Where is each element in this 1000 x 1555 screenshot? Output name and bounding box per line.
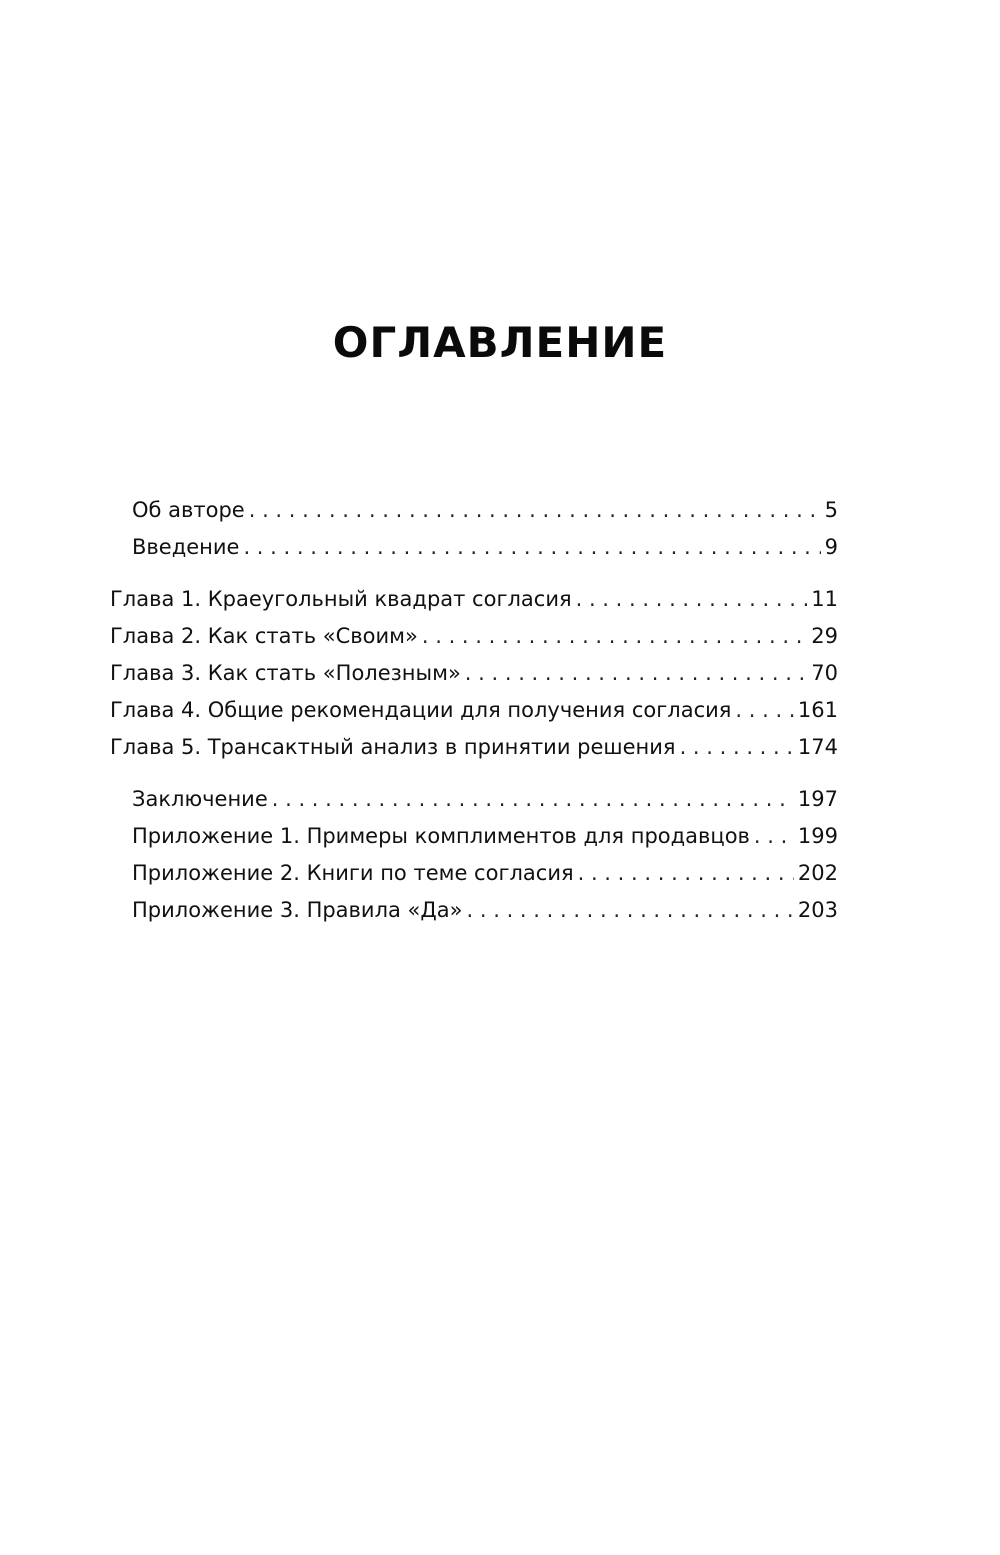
toc-dot-leader bbox=[249, 492, 821, 529]
toc-page-number: 203 bbox=[797, 898, 838, 922]
toc-dot-leader bbox=[576, 581, 808, 618]
toc-entry-label: Глава 1. Краеугольный квадрат согласия bbox=[110, 587, 572, 611]
toc-page-number: 197 bbox=[797, 787, 838, 811]
toc-page-number: 9 bbox=[824, 535, 838, 559]
toc-page-number: 70 bbox=[811, 661, 838, 685]
toc-page-number: 161 bbox=[797, 698, 838, 722]
toc-entry-label: Об авторе bbox=[132, 498, 245, 522]
toc-dot-leader bbox=[272, 781, 794, 818]
toc-dot-leader bbox=[465, 655, 807, 692]
toc-entry-conclusion[interactable] bbox=[110, 781, 838, 818]
toc-entry-label: Глава 3. Как стать «Полезным» bbox=[110, 661, 461, 685]
toc-dot-leader bbox=[422, 618, 807, 655]
toc-dot-leader bbox=[578, 855, 794, 892]
toc-front-matter bbox=[110, 492, 838, 566]
toc-entry-about-author[interactable] bbox=[110, 492, 838, 529]
toc-entry-chapter-5[interactable] bbox=[110, 729, 838, 766]
toc-entry-appendix-2[interactable] bbox=[110, 855, 838, 892]
toc-dot-leader bbox=[243, 529, 820, 566]
toc-entry-chapter-1[interactable] bbox=[110, 581, 838, 618]
toc-dot-leader bbox=[680, 729, 794, 766]
toc-entry-chapter-3[interactable] bbox=[110, 655, 838, 692]
toc-page-number: 202 bbox=[797, 861, 838, 885]
toc-entry-appendix-1[interactable] bbox=[110, 818, 838, 855]
toc-page-number: 174 bbox=[797, 735, 838, 759]
page-title: ОГЛАВЛЕНИЕ bbox=[332, 318, 668, 367]
toc-entry-label: Приложение 1. Примеры комплиментов для продавцов bbox=[132, 824, 750, 848]
toc-entry-appendix-3[interactable] bbox=[110, 892, 838, 929]
toc-entry-chapter-2[interactable] bbox=[110, 618, 838, 655]
toc-entry-label: Глава 4. Общие рекомендации для получения согласия bbox=[110, 698, 732, 722]
toc-page-number: 29 bbox=[811, 624, 838, 648]
toc-page-number: 11 bbox=[811, 587, 838, 611]
toc-entry-label: Приложение 2. Книги по теме согласия bbox=[132, 861, 574, 885]
toc-dot-leader bbox=[754, 818, 794, 855]
toc-dot-leader bbox=[467, 892, 794, 929]
toc-entry-label: Заключение bbox=[132, 787, 268, 811]
toc-dot-leader bbox=[735, 692, 794, 729]
toc-entry-label: Глава 5. Трансактный анализ в принятии решения bbox=[110, 735, 676, 759]
table-of-contents bbox=[110, 492, 838, 929]
toc-entry-introduction[interactable] bbox=[110, 529, 838, 566]
toc-page-number: 5 bbox=[824, 498, 838, 522]
toc-entry-label: Введение bbox=[132, 535, 240, 559]
toc-entry-label: Приложение 3. Правила «Да» bbox=[132, 898, 463, 922]
toc-entry-chapter-4[interactable] bbox=[110, 692, 838, 729]
toc-chapters bbox=[110, 581, 838, 766]
toc-back-matter bbox=[110, 781, 838, 929]
toc-entry-label: Глава 2. Как стать «Своим» bbox=[110, 624, 418, 648]
toc-page-number: 199 bbox=[797, 824, 838, 848]
